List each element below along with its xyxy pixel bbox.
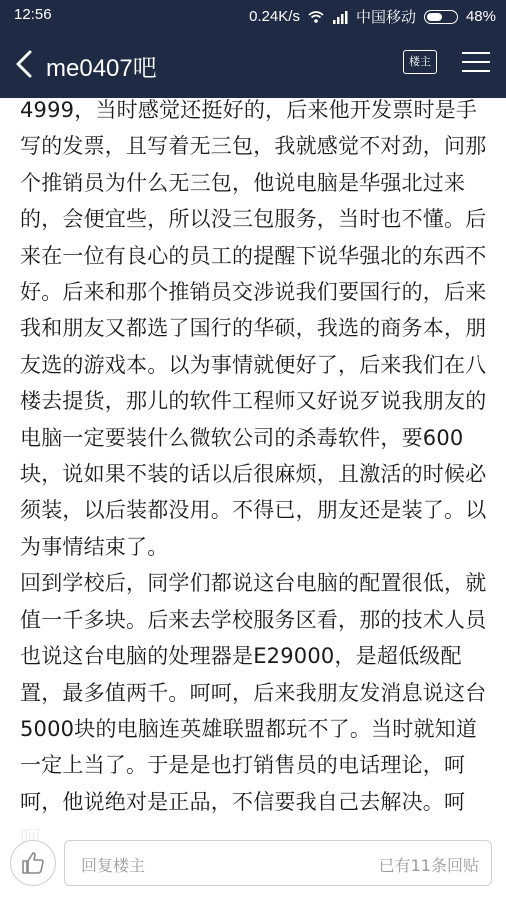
nav-bar [0, 30, 506, 98]
back-arrow-icon[interactable] [12, 46, 40, 82]
menu-icon[interactable] [462, 50, 490, 74]
signal-icon [332, 10, 348, 24]
owner-only-toggle[interactable]: 楼主 [403, 50, 437, 74]
reply-count: 已有11条回贴 [378, 856, 479, 875]
battery-icon [424, 10, 458, 24]
status-indicators [249, 6, 496, 27]
reply-bar [0, 826, 506, 900]
status-time: 12:56 [14, 6, 52, 23]
network-speed: 0.24K/s [249, 8, 300, 25]
like-button[interactable] [10, 840, 56, 886]
status-bar [0, 0, 506, 30]
post-content [20, 92, 490, 857]
wifi-icon [308, 10, 324, 24]
carrier-name: 中国移动 [355, 9, 416, 26]
post-paragraph: 回到学校后，同学们都说这台电脑的配置很低，就值一千多块。后来去学校服务区看，那的技术人员也说这台电脑的处理器是E29000，是超低级配置，最多值两千。呵呵，后来我朋友发消息说这台5000块的电脑连英雄联盟都玩不了。当时就知道一定上当了。于是是也打销售员的电话理论，呵呵，他说绝对是正品，不信要我自己去解决。呵 [20, 571, 487, 814]
battery-percent: 48% [465, 8, 496, 25]
reply-input[interactable] [64, 840, 492, 886]
page-title: me0407吧 [46, 55, 157, 82]
reply-placeholder: 回复楼主 [81, 856, 146, 875]
post-paragraph: 4999，当时感觉还挺好的，后来他开发票时是手写的发票，且写着无三包，我就感觉不对劲，问那个推销员为什么无三包，他说电脑是华强北过来的，会便宜些，所以没三包服务，当时也不懂。后来在一位有良心的员工的提醒下说华强北的东西不好。后来和那个推销员交涉说我们要国行的，后来我和朋友又都选了国行的华硕，我选的商务本，朋友选的游戏本。以为事情就便好了，后来我们在八楼去提货，那儿的软件工程师又好说歹说我朋友的电脑一定要装什么微软公司的杀毒软件，要600块，说如果不装的话以后很麻烦，且激活的时候必须装，以后装都没用。不得已，朋友还是装了。以为事情结束了。 [20, 98, 487, 559]
thumbs-up-icon [20, 850, 46, 876]
